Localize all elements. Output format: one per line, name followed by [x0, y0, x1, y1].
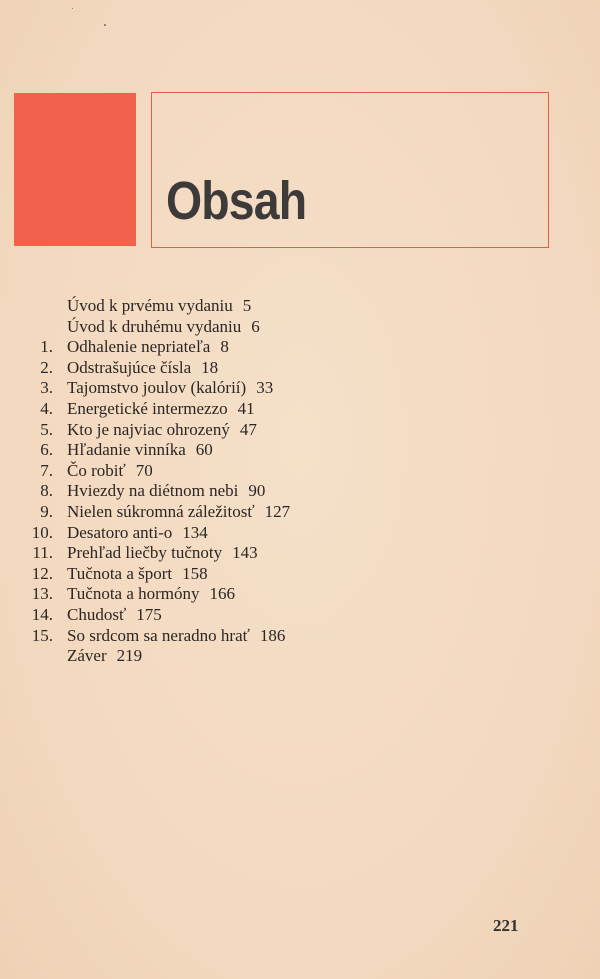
toc-entry-title: [67, 399, 255, 420]
toc-entry-title-text: Tučnota a hormóny: [67, 584, 200, 604]
toc-entry-title-text: Tajomstvo joulov (kalórií): [67, 378, 247, 398]
toc-entry-page: 158: [182, 563, 208, 583]
toc-entry-title: [67, 523, 208, 544]
toc-entry-page: 219: [116, 646, 143, 666]
toc-entry-title: [67, 564, 208, 585]
toc-entry-page: 70: [135, 460, 153, 480]
toc-entry-title-text: Odhalenie nepriateľa: [67, 337, 211, 357]
toc-entry-title: [67, 605, 162, 626]
toc-entry-title: [67, 461, 153, 482]
toc-entry-page: 8: [220, 337, 229, 357]
toc-entry-number: 15.: [31, 625, 53, 645]
toc-entry-title: [67, 646, 142, 667]
toc-entry-page: 90: [248, 481, 266, 501]
toc-entry-title: [67, 626, 285, 647]
toc-entry-title-text: Prehľad liečby tučnoty: [67, 543, 223, 563]
toc-entry-page: 166: [209, 584, 236, 604]
toc-entry-number: 9.: [40, 501, 53, 521]
toc-entry-page: 18: [201, 357, 219, 377]
toc-entry-title-text: Úvod k druhému vydaniu: [67, 316, 242, 336]
toc-entry-title: [67, 337, 229, 358]
toc-entry-page: 47: [239, 419, 257, 439]
toc-entry-page: 5: [242, 296, 252, 315]
page-number: 221: [493, 916, 519, 935]
toc-entry-page: 60: [195, 440, 213, 460]
toc-entry-title: [67, 502, 290, 523]
toc-entry-title-text: Záver: [67, 646, 107, 666]
toc-entry-page: 175: [136, 604, 162, 624]
red-decorative-block: [14, 93, 136, 246]
toc-entry-page: 127: [264, 501, 291, 521]
toc-entry-title-text: Desatoro anti-o: [67, 522, 173, 542]
toc-entry-number: 6.: [40, 440, 53, 460]
toc-entry-page: 41: [237, 398, 255, 418]
toc-entry-title: [67, 296, 251, 317]
toc-entry-title-text: Energetické intermezzo: [67, 398, 228, 418]
toc-entry-number: 11.: [32, 543, 53, 563]
toc-entry-title-text: Úvod k prvému vydaniu: [67, 296, 233, 315]
toc-entry-number: 12.: [31, 563, 53, 583]
toc-entry-page: 33: [256, 378, 274, 398]
toc-entry-page: 134: [182, 522, 208, 542]
toc-entry-page: 143: [232, 543, 258, 563]
toc-entry-number: 13.: [31, 584, 53, 604]
toc-entry-page: 186: [259, 625, 286, 645]
toc-entry-title-text: So srdcom sa neradno hrať: [67, 625, 250, 645]
toc-entry-title: [67, 543, 258, 564]
toc-entry-title: [67, 440, 213, 461]
toc-entry-number: 10.: [31, 522, 53, 542]
toc-entry-number: 8.: [40, 481, 53, 501]
toc-entry-title-text: Chudosť: [67, 604, 127, 624]
toc-entry-number: 2.: [40, 357, 53, 377]
toc-entry-title: [67, 420, 257, 441]
toc-entry-number: 7.: [40, 460, 53, 480]
toc-entry-title: [67, 481, 265, 502]
toc-entry-title: [67, 358, 218, 379]
toc-entry-title: [67, 317, 260, 338]
paper-speck: [104, 24, 106, 26]
toc-entry-number: 1.: [40, 337, 53, 357]
toc-entry-title: [67, 378, 273, 399]
toc-entry-number: 14.: [31, 604, 53, 624]
toc-entry-title-text: Hľadanie vinníka: [67, 440, 186, 460]
toc-entry-title-text: Nielen súkromná záležitosť: [67, 501, 255, 521]
toc-entry-title-text: Čo robiť: [67, 460, 126, 480]
toc-entry-title-text: Kto je najviac ohrozený: [67, 419, 230, 439]
toc-entry-title-text: Hviezdy na diétnom nebi: [67, 481, 239, 501]
toc-entry-number: 3.: [40, 378, 53, 398]
toc-entry-number: 5.: [40, 419, 53, 439]
page-title: Obsah: [166, 171, 307, 231]
toc-entry-page: 6: [251, 316, 260, 336]
toc-entry-title-text: Tučnota a šport: [67, 563, 173, 583]
paper-speck: [72, 8, 73, 9]
toc-entry-title: [67, 584, 235, 605]
toc-entry-number: 4.: [40, 398, 53, 418]
toc-entry-title-text: Odstrašujúce čísla: [67, 357, 192, 377]
